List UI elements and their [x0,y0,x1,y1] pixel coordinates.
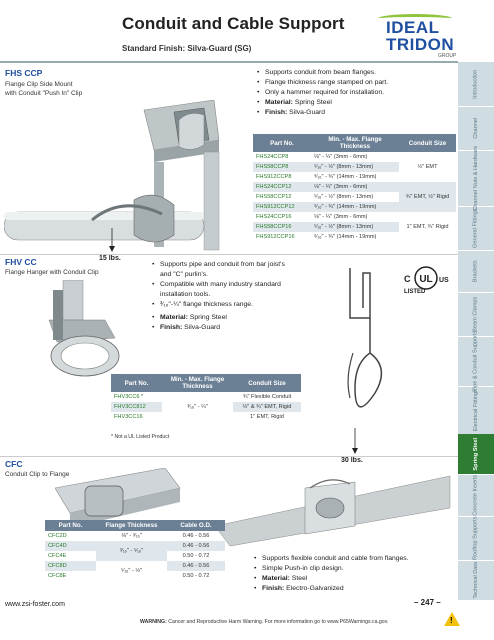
part-number: CFC4E [48,553,67,559]
flange-range: ⁹⁄₁₆" - ¾" (14mm - 19mm) [311,202,399,212]
ul-listed-label: LISTED [404,289,426,295]
part-number: FHS58CCP8 [253,162,311,172]
section-divider [0,456,458,457]
fhs-col-part: Part No. [253,134,311,152]
fhv-footnote: * Not a UL Listed Product [111,434,170,440]
sidebar-tab-spring-steel[interactable]: Spring Steel [458,434,494,475]
part-number: FHS58CCP12 [256,194,292,200]
cfc-finish: • Finish: Electro-Galvanized [254,584,454,594]
fhv-material: • Material: Spring Steel [152,313,297,323]
part-number: FHS24CCP12 [253,182,311,192]
sidebar-tab-introduction[interactable]: Introduction [458,62,494,107]
fhv-col-range: Min. - Max. Flange Thickness [162,374,233,392]
cable-od: 0.46 - 0.56 [167,541,225,551]
table-row [253,212,456,222]
table-row [111,392,301,402]
sidebar-tab-channel[interactable]: Channel [458,106,494,151]
part-number: FHS58CCP16 [253,222,311,232]
fhv-line-drawing [335,258,405,458]
fhv-col-part: Part No. [111,374,162,392]
footer-url[interactable]: www.zsi-foster.com [5,601,65,608]
fhs-material: • Material: Spring Steel [257,98,457,108]
fhv-finish: • Finish: Silva-Guard [152,323,297,333]
page-subtitle: Standard Finish: Silva-Guard (SG) [122,44,252,53]
fhv-bullet-2: • Compatible with many industry standard installation tools. [152,280,297,300]
fhv-product-illustration [35,280,135,380]
part-number: CFC8E [48,573,67,579]
section-divider [0,254,458,255]
flange-range: ⅛" - ¼" (3mm - 6mm) [314,154,368,160]
fhs-desc-1: Flange Clip Side Mount [5,81,73,88]
cfc-material: • Material: Steel [254,574,454,584]
part-number: FHV3CC6 * [114,394,144,400]
sidebar-tab-rooftop-supports[interactable]: Rooftop Supports [458,516,494,561]
conduit-size: ½" & ¾" EMT, Rigid [233,402,301,412]
conduit-size: ¾" Flexible Conduit [242,394,292,400]
fhv-spec-table [111,374,301,422]
part-number: FHS912CCP8 [256,174,292,180]
fhv-bullets [152,260,297,333]
logo-group: GROUP [438,53,457,59]
fhs-spec-table [253,134,456,242]
page-title: Conduit and Cable Support [122,14,345,33]
cfc-col-thick: Flange Thickness [96,520,167,531]
part-number: FHS912CCP12 [253,202,311,212]
cfc-bullets [254,554,454,594]
flange-range: ⁹⁄₁₆" - ¾" (14mm - 19mm) [314,234,377,240]
sidebar-tab-beam-clamps[interactable]: Beam Clamps [458,292,494,337]
conduit-size: 1" EMT, ¾" Rigid [406,224,449,230]
cfc-spec-table [45,520,225,581]
part-number: FHV3CC812 [111,402,162,412]
fhv-col-size: Conduit Size [233,374,301,392]
cable-od: 0.46 - 0.56 [167,561,225,571]
cfc-col-od: Cable O.D. [167,520,225,531]
prop65-warning: WARNING: Cancer and Reproductive Harm Warning. For more information go to www.P65Warnings.ca.gov. [140,619,389,625]
cfc-bullet-1: • Supports flexible conduit and cable from flanges. [254,554,454,564]
fhv-bullet-3: • ³⁄₁₆"-¼" flange thickness range. [152,300,297,310]
table-row [45,531,225,541]
table-row [45,561,225,571]
sidebar-tab-general-fittings[interactable]: General Fittings [458,206,494,251]
part-number: FHS24CCP16 [256,214,292,220]
cfc-bullet-2: • Simple Push-in clip design. [254,564,454,574]
cable-od: 0.50 - 0.72 [182,573,210,579]
fhs-col-range: Min. - Max. Flange Thickness [311,134,399,152]
part-number: CFC4D [45,541,96,551]
flange-range: ⅛" - ¼" (3mm - 6mm) [314,214,368,220]
table-row [253,182,456,192]
page-number: – 247 – [414,598,441,607]
category-sidebar [458,62,494,600]
flange-range: ⁵⁄₁₆" - ½" (8mm - 13mm) [314,194,374,200]
conduit-size: ¾" EMT, ½" Rigid [399,182,456,212]
part-number: CFC2D [48,533,67,539]
fhv-weight: 30 lbs. [341,457,363,464]
fhs-product-illustration [4,100,244,255]
svg-text:US: US [439,277,449,284]
flange-thickness: ⅛" - ³⁄₁₆" [121,533,142,539]
sidebar-tab-electrical-fittings[interactable]: Electrical Fittings [458,386,494,435]
part-number: FHS24CCP8 [256,154,289,160]
sidebar-tab-pipe-conduit[interactable]: Pipe & Conduit Supports [458,336,494,387]
cable-od: 0.46 - 0.56 [182,533,210,539]
svg-text:C: C [404,274,411,284]
part-number: CFC8D [45,561,96,571]
fhs-col-size: Conduit Size [399,134,456,152]
flange-thickness: ⁵⁄₁₆" - ½" [120,568,142,574]
fhs-bullet-1: • Supports conduit from beam flanges. [257,68,457,78]
table-row [253,152,456,162]
fhs-bullet-3: • Only a hammer required for installation. [257,88,457,98]
flange-range: ⁹⁄₁₆" - ¾" (14mm - 19mm) [314,174,377,180]
svg-text:UL: UL [419,274,433,285]
fhs-title: FHS CCP [5,68,43,78]
conduit-size: 1" EMT, Rigid [250,414,284,420]
flange-range: ³⁄₁₆" - ¼" [187,404,208,410]
cfc-desc: Conduit Clip to Flange [5,471,70,478]
fhv-desc: Flange Hanger with Conduit Clip [5,269,99,276]
table-row [45,541,225,551]
fhv-bullet-1: • Supports pipe and conduit from bar joist's and "C" purlin's. [152,260,297,280]
logo-ideal: IDEAL [386,18,440,37]
ul-listed-icon [400,265,452,291]
part-number: FHV3CC16 [114,414,143,420]
fhs-bullet-2: • Flange thickness range stamped on part. [257,78,457,88]
flange-range: ⅛" - ¼" (3mm - 6mm) [311,182,399,192]
flange-thickness: ³⁄₁₆" - ⁵⁄₁₆" [96,541,167,561]
fhs-weight: 15 lbs. [99,255,121,262]
warning-exclamation-icon: ! [450,616,453,625]
fhs-finish: • Finish: Silva-Guard [257,108,457,118]
conduit-size: ½" EMT [417,164,438,170]
header-rule [0,61,458,63]
fhs-bullets [257,68,457,118]
sidebar-tab-channel-nuts[interactable]: Channel Nuts & Hardware [458,150,494,207]
cfc-col-part: Part No. [45,520,96,531]
fhv-title: FHV CC [5,257,37,267]
sidebar-tab-technical-data[interactable]: Technical Data [458,560,494,601]
cable-od: 0.50 - 0.72 [182,553,210,559]
sidebar-tab-brackets[interactable]: Brackets [458,250,494,293]
flange-range: ⁵⁄₁₆" - ½" (8mm - 13mm) [311,162,399,172]
part-number: FHS912CCP16 [256,234,295,240]
fhs-desc-2: with Conduit "Push In" Clip [5,90,83,97]
logo-tridon: TRIDON [386,35,455,54]
sidebar-tab-concrete-inserts[interactable]: Concrete Inserts [458,474,494,517]
flange-range: ⁵⁄₁₆" - ½" (8mm - 13mm) [311,222,399,232]
cfc-title: CFC [5,459,23,469]
